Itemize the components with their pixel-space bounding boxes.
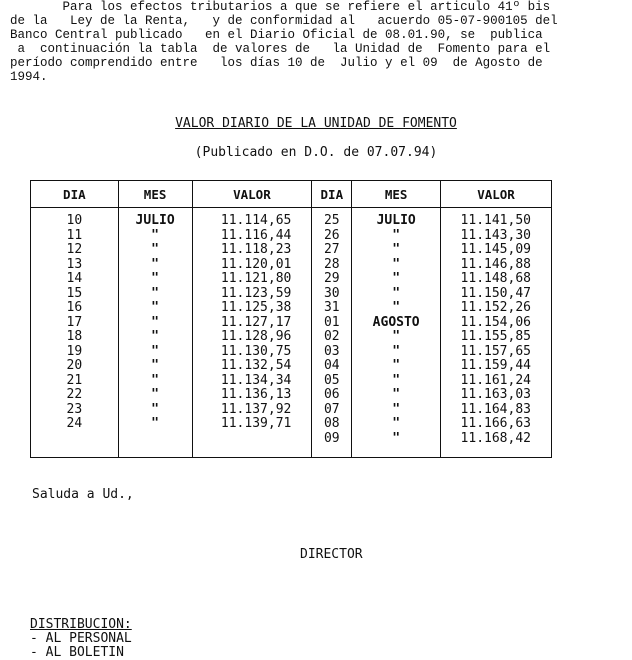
valor-cell: 11.128,96 — [220, 329, 292, 344]
col-valores-left — [192, 208, 312, 458]
dia-cell: 18 — [66, 329, 83, 344]
dia-cell: 26 — [323, 227, 340, 243]
valor-cell: 11.123,59 — [220, 285, 292, 301]
valor-cell: 11.155,85 — [460, 329, 531, 344]
dia-cell: 29 — [323, 271, 340, 286]
intro-line: 1994. — [10, 70, 48, 84]
dia-cell: 09 — [323, 430, 340, 446]
table-body-row — [31, 208, 552, 458]
table-header-row — [31, 181, 552, 208]
valor-cell: 11.139,71 — [220, 416, 292, 431]
dia-cell: 24 — [66, 416, 83, 431]
mes-cell: " — [151, 271, 159, 286]
mes-cell: " — [151, 372, 159, 388]
header-valor-left: VALOR — [192, 181, 312, 208]
valor-cell: 11.150,47 — [460, 285, 531, 301]
header-mes-right: MES — [352, 181, 441, 208]
dia-cell: 19 — [66, 343, 83, 359]
dia-cell: 28 — [323, 256, 340, 272]
distribution-block — [30, 618, 132, 660]
header-dia-left: DIA — [31, 181, 119, 208]
mes-cell: " — [151, 314, 159, 330]
mes-cell: " — [392, 416, 401, 431]
valor-cell: 11.134,34 — [220, 372, 292, 388]
dia-cell: 10 — [66, 213, 83, 228]
dia-cell: 02 — [323, 329, 340, 344]
valor-cell: 11.137,92 — [220, 401, 292, 417]
col-meses-right — [352, 208, 441, 458]
valor-cell: 11.132,54 — [220, 358, 292, 373]
dia-cell: 17 — [66, 314, 83, 330]
col-dias-left — [31, 208, 119, 458]
mes-cell: " — [392, 343, 401, 359]
valor-cell: 11.159,44 — [460, 358, 531, 373]
mes-cell: " — [151, 329, 159, 344]
valor-cell: 11.116,44 — [220, 227, 292, 243]
dia-cell: 14 — [66, 271, 83, 286]
dia-cell: 12 — [66, 242, 83, 257]
dia-cell: 22 — [66, 387, 83, 402]
intro-line: a continuación la tabla de valores de la Unidad de Fomento para el — [10, 42, 551, 56]
dia-cell: 20 — [66, 358, 83, 373]
mes-cell: " — [151, 416, 159, 431]
dia-cell: 16 — [66, 300, 83, 315]
valor-cell: 11.120,01 — [220, 256, 292, 272]
mes-cell: " — [392, 300, 401, 315]
intro-line: período comprendido entre los días 10 de Julio y el 09 de Agosto de — [10, 56, 543, 70]
dia-cell: 01 — [323, 314, 340, 330]
mes-cell: " — [151, 401, 159, 417]
mes-cell: " — [151, 256, 159, 272]
mes-cell: " — [392, 430, 401, 446]
mes-cell: " — [151, 242, 159, 257]
mes-cell: " — [392, 242, 401, 257]
mes-cell: " — [392, 358, 401, 373]
mes-cell: " — [392, 271, 401, 286]
valor-cell: 11.136,13 — [220, 387, 292, 402]
dia-cell: 03 — [323, 343, 340, 359]
mes-cell: AGOSTO — [372, 314, 420, 330]
table-subtitle: (Publicado en D.O. de 07.07.94) — [194, 145, 438, 160]
mes-cell: " — [392, 256, 401, 272]
dia-cell: 21 — [66, 372, 83, 388]
dia-cell: 13 — [66, 256, 83, 272]
dia-cell: 15 — [66, 285, 83, 301]
valor-cell: 11.141,50 — [460, 213, 531, 228]
valor-cell: 11.125,38 — [220, 300, 292, 315]
dia-cell: 04 — [323, 358, 340, 373]
valor-cell: 11.163,03 — [460, 387, 531, 402]
valor-cell: 11.121,80 — [220, 271, 292, 286]
valor-cell: 11.164,83 — [460, 401, 531, 417]
mes-cell: " — [151, 300, 159, 315]
valor-cell: 11.161,24 — [460, 372, 531, 388]
dia-cell: 05 — [323, 372, 340, 388]
valor-cell: 11.154,06 — [460, 314, 531, 330]
mes-cell: " — [151, 227, 159, 243]
mes-cell: " — [151, 343, 159, 359]
col-dias-right — [312, 208, 352, 458]
signature-director: DIRECTOR — [300, 547, 363, 562]
valor-cell: 11.152,26 — [460, 300, 531, 315]
header-mes-left: MES — [118, 181, 192, 208]
dia-cell: 31 — [323, 300, 340, 315]
dia-cell: 23 — [66, 401, 83, 417]
dia-cell: 08 — [323, 416, 340, 431]
col-meses-left — [118, 208, 192, 458]
dia-cell: 25 — [323, 213, 340, 228]
valor-cell: 11.143,30 — [460, 227, 531, 243]
header-valor-right: VALOR — [441, 181, 552, 208]
table-title-text: VALOR DIARIO DE LA UNIDAD DE FOMENTO — [175, 116, 457, 131]
dia-cell: 27 — [323, 242, 340, 257]
header-dia-right: DIA — [312, 181, 352, 208]
valor-cell: 11.127,17 — [220, 314, 292, 330]
dia-cell: 30 — [323, 285, 340, 301]
valor-cell: 11.146,88 — [460, 256, 531, 272]
dia-cell: 07 — [323, 401, 340, 417]
valor-cell: 11.148,68 — [460, 271, 531, 286]
mes-cell: " — [392, 372, 401, 388]
mes-cell: " — [392, 401, 401, 417]
valor-cell: 11.166,63 — [460, 416, 531, 431]
intro-paragraph — [10, 0, 622, 84]
intro-line: de la Ley de la Renta, y de conformidad al acuerdo 05-07-900105 del — [10, 14, 558, 28]
closing-salutation: Saluda a Ud., — [32, 487, 134, 502]
valor-cell: 11.114,65 — [220, 213, 292, 228]
col-valores-right — [441, 208, 552, 458]
mes-cell: " — [151, 358, 159, 373]
dia-cell: 11 — [66, 227, 83, 243]
valor-cell: 11.130,75 — [220, 343, 292, 359]
valor-cell: 11.118,23 — [220, 242, 292, 257]
mes-cell: " — [392, 387, 401, 402]
valor-cell: 11.168,42 — [460, 430, 531, 446]
mes-cell: JULIO — [376, 213, 416, 228]
table-title — [0, 116, 632, 131]
mes-cell: " — [392, 285, 401, 301]
dia-cell: 06 — [323, 387, 340, 402]
intro-line: Para los efectos tributarios a que se refiere el articulo 41º bis — [10, 0, 551, 14]
distribution-item: - AL BOLETIN — [30, 645, 124, 660]
mes-cell: " — [392, 329, 401, 344]
valor-cell: 11.145,09 — [460, 242, 531, 257]
uf-table — [30, 180, 552, 458]
mes-cell: " — [392, 227, 401, 243]
mes-cell: " — [151, 387, 159, 402]
distribution-heading: DISTRIBUCION: — [30, 617, 132, 632]
intro-line: Banco Central publicado en el Diario Oficial de 08.01.90, se publica — [10, 28, 543, 42]
distribution-item: - AL PERSONAL — [30, 631, 132, 646]
valor-cell: 11.157,65 — [460, 343, 531, 359]
mes-cell: " — [151, 285, 159, 301]
mes-cell: JULIO — [135, 213, 175, 228]
